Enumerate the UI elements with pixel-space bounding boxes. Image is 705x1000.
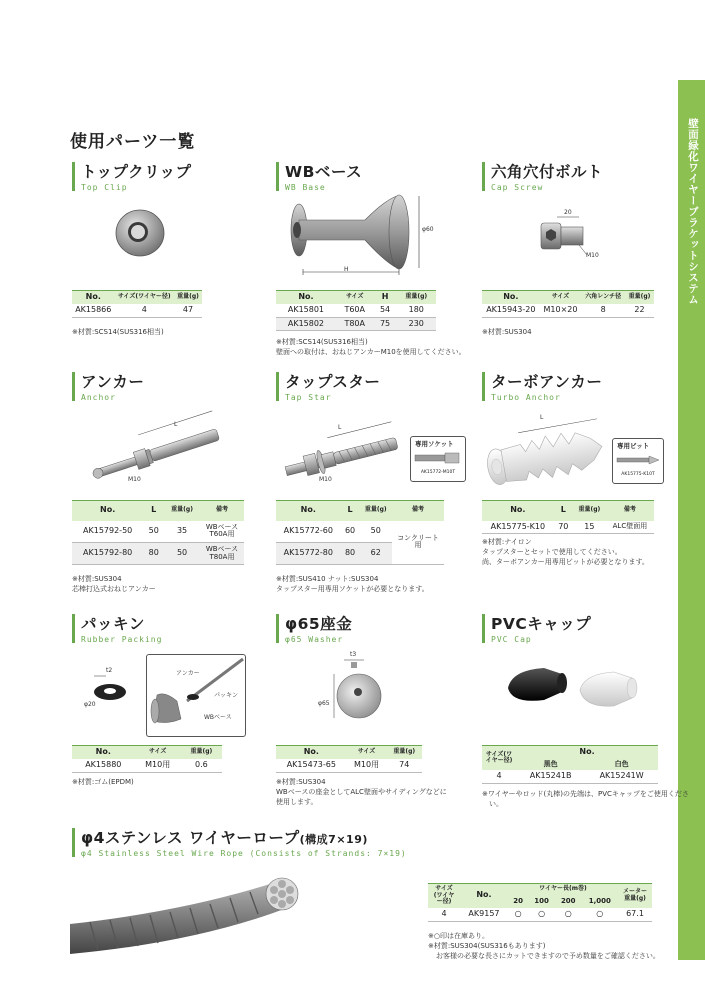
turbo-anchor-heading	[482, 370, 602, 400]
cell-no: AK15802	[276, 317, 336, 331]
wire-rope-title-suffix: (構成7×19)	[299, 833, 368, 846]
cap-screw-section	[482, 160, 603, 190]
tap-star-note-1: ※材質:SUS410 ナット:SUS304	[276, 575, 379, 583]
th-no: No.	[516, 746, 658, 759]
cell-weight: 50	[360, 521, 393, 543]
washer-table	[276, 745, 422, 773]
turbo-anchor-note-2: タップスターとセットで使用してください。	[482, 548, 622, 556]
cell-weight: 74	[386, 759, 422, 772]
wb-base-image	[285, 190, 435, 285]
side-tab-label: 壁面緑化ワイヤーブラケットシステム	[687, 118, 699, 305]
tap-star-title: タップスター	[285, 373, 381, 391]
th-length-20: 20	[508, 895, 528, 907]
turbo-anchor-image	[482, 412, 612, 492]
cell-stock-200: ○	[555, 908, 582, 921]
top-clip-note: ※材質:SCS14(SUS316相当)	[72, 328, 164, 336]
cell-l: 60	[341, 521, 360, 543]
turbo-anchor-bit-box	[612, 438, 664, 484]
socket-icon	[411, 450, 465, 466]
th-weight: 重量(g)	[573, 501, 606, 521]
cell-remark: WBベース T80A用	[200, 543, 244, 565]
cell-stock-100: ○	[528, 908, 555, 921]
packing-label-packing: パッキン	[214, 692, 238, 699]
pvc-cap-table	[482, 745, 658, 784]
cell-no: AK15473-65	[276, 759, 347, 772]
th-l: L	[143, 501, 164, 521]
washer-title: φ65座金	[285, 615, 353, 633]
th-weight: 重量(g)	[164, 501, 200, 521]
packing-table	[72, 745, 222, 773]
cell-weight: 47	[174, 304, 202, 317]
table-row	[276, 304, 436, 317]
page-title: 使用パーツ一覧	[70, 132, 196, 152]
washer-note-1: ※材質:SUS304	[276, 778, 326, 786]
cell-meter-weight: 67.1	[618, 908, 652, 921]
cell-remark: ALC壁面用	[606, 521, 654, 534]
pvc-cap-subtitle: PVC Cap	[491, 635, 532, 644]
wb-base-table	[276, 290, 436, 331]
cell-weight: 35	[164, 521, 200, 543]
cap-screw-dim-thread: M10	[586, 252, 599, 259]
washer-heading	[276, 612, 352, 642]
cell-weight: 230	[397, 317, 436, 331]
washer-dim-t: t3	[350, 651, 357, 658]
wire-rope-title: φ4ステンレス ワイヤーロープ	[81, 829, 300, 847]
turbo-anchor-table	[482, 500, 654, 534]
anchor-dim-m: M10	[128, 476, 141, 483]
packing-dim-d: φ20	[84, 701, 96, 708]
th-h: H	[374, 291, 397, 304]
th-white: 白色	[585, 759, 658, 771]
pvc-cap-section	[482, 612, 591, 642]
cell-no: AK15801	[276, 304, 336, 317]
table-row	[276, 759, 422, 772]
cap-screw-dim-length: 20	[564, 209, 572, 216]
th-weight: 重量(g)	[386, 746, 422, 759]
wire-rope-note-1: ※○印は在庫あり。	[428, 932, 489, 940]
table-row	[482, 521, 654, 534]
table-row	[72, 521, 244, 543]
th-l: L	[554, 501, 573, 521]
table-row	[482, 304, 654, 317]
cell-remark: WBベース T60A用	[200, 521, 244, 543]
washer-subtitle: φ65 Washer	[285, 635, 344, 644]
tap-star-section	[276, 370, 380, 400]
wb-base-section	[276, 160, 362, 190]
cap-screw-heading	[482, 160, 603, 190]
tap-star-note-2: タップスター用専用ソケットが必要となります。	[276, 585, 429, 593]
th-remark: 備考	[200, 501, 244, 521]
cell-weight: 0.6	[181, 759, 222, 772]
cell-no: AK15775-K10	[482, 521, 554, 534]
th-weight: 重量(g)	[360, 501, 393, 521]
packing-label-base: WBベース	[204, 714, 232, 721]
wb-base-note-2: 壁面への取付は、おねじアンカーM10を使用してください。	[276, 348, 466, 356]
cell-size: T60A	[336, 304, 374, 317]
wire-rope-title-line	[81, 826, 407, 848]
turbo-anchor-subtitle: Turbo Anchor	[491, 393, 561, 402]
cell-no: AK9157	[460, 908, 508, 921]
wire-rope-subtitle: φ4 Stainless Steel Wire Rope (Consists of Strands: 7×19)	[81, 849, 407, 858]
turbo-anchor-note-1: ※材質:ナイロン	[482, 538, 532, 546]
cell-stock-20: ○	[508, 908, 528, 921]
wb-base-subtitle: WB Base	[285, 183, 326, 192]
th-size: サイズ(ワイヤー径)	[428, 884, 460, 908]
tap-star-dim-m: M10	[319, 476, 332, 483]
cell-weight: 15	[573, 521, 606, 534]
cell-black: AK15241B	[516, 770, 585, 783]
th-weight: 重量(g)	[625, 291, 654, 304]
packing-note: ※材質:ゴム(EPDM)	[72, 778, 134, 786]
tap-star-subtitle: Tap Star	[285, 393, 332, 402]
cell-size: 4	[428, 908, 460, 921]
cell-size: M10用	[347, 759, 387, 772]
turbo-anchor-title: ターボアンカー	[491, 373, 603, 391]
tap-star-heading	[276, 370, 380, 400]
socket-title: 専用ソケット	[415, 440, 454, 448]
cell-wrench: 8	[581, 304, 625, 317]
th-black: 黒色	[516, 759, 585, 771]
turbo-anchor-note-3: 尚、ターボアンカー用専用ビットが必要となります。	[482, 558, 649, 566]
table-row	[276, 521, 444, 543]
th-size: サイズ	[540, 291, 582, 304]
wire-rope-note-3: お客様の必要な長さにカットできますので予め数量をご確認ください。	[436, 952, 660, 960]
th-no: No.	[460, 884, 508, 908]
tap-star-image	[280, 420, 410, 490]
table-row	[482, 770, 658, 783]
th-no: No.	[72, 291, 115, 304]
tap-star-socket-box	[410, 436, 466, 482]
bit-code: AK15775-K10T	[621, 472, 655, 477]
table-row	[72, 759, 222, 772]
th-no: No.	[276, 501, 341, 521]
table-row	[276, 317, 436, 331]
washer-section	[276, 612, 352, 642]
washer-note-3: 使用します。	[276, 798, 318, 806]
cell-h: 75	[374, 317, 397, 331]
anchor-note-1: ※材質:SUS304	[72, 575, 122, 583]
anchor-table	[72, 500, 244, 565]
cell-weight: 62	[360, 543, 393, 565]
th-no: No.	[72, 501, 143, 521]
th-size: サイズ(ワイヤー径)	[115, 291, 174, 304]
pvc-cap-heading	[482, 612, 591, 642]
th-no: No.	[482, 291, 540, 304]
top-clip-heading	[72, 160, 191, 190]
cell-l: 50	[143, 521, 164, 543]
cell-white: AK15241W	[585, 770, 658, 783]
wb-base-dim-d: φ60	[422, 226, 434, 233]
washer-image	[326, 654, 386, 724]
cell-no: AK15866	[72, 304, 115, 317]
wire-rope-note-2: ※材質:SUS304(SUS316もあります)	[428, 942, 546, 950]
tap-star-dim-l: L	[338, 424, 342, 431]
th-no: No.	[276, 746, 347, 759]
cell-size: 4	[482, 770, 516, 783]
wire-rope-heading	[72, 826, 407, 858]
th-size: サイズ	[135, 746, 181, 759]
cell-weight: 50	[164, 543, 200, 565]
washer-note-2: WBベースの座金としてALC壁面やサイディングなどに	[276, 788, 447, 796]
pvc-cap-note-2: い。	[489, 800, 503, 808]
th-length-1000: 1,000	[582, 895, 618, 907]
th-l: L	[341, 501, 360, 521]
th-meter-weight: メーター重量(g)	[618, 884, 652, 908]
packing-heading	[72, 612, 162, 642]
cell-no: AK15772-80	[276, 543, 341, 565]
cell-stock-1000: ○	[582, 908, 618, 921]
bit-icon	[613, 452, 663, 468]
cap-screw-note: ※材質:SUS304	[482, 328, 532, 336]
cell-size: M10×20	[540, 304, 582, 317]
wb-base-heading	[276, 160, 362, 190]
cell-remark: コンクリート用	[392, 521, 444, 565]
th-weight: 重量(g)	[174, 291, 202, 304]
wire-rope-table	[428, 883, 652, 922]
socket-code: AK15772-M10T	[420, 470, 456, 475]
turbo-anchor-dim-l: L	[540, 414, 544, 421]
packing-section	[72, 612, 162, 642]
th-size: サイズ	[347, 746, 387, 759]
anchor-title: アンカー	[81, 373, 145, 391]
anchor-heading	[72, 370, 144, 400]
wb-base-note-1: ※材質:SCS14(SUS316相当)	[276, 338, 368, 346]
table-row	[428, 908, 652, 921]
turbo-anchor-section	[482, 370, 602, 400]
table-row	[72, 304, 202, 317]
cell-size: T80A	[336, 317, 374, 331]
th-weight: 重量(g)	[181, 746, 222, 759]
cell-l: 80	[143, 543, 164, 565]
anchor-image	[88, 410, 238, 490]
cell-l: 80	[341, 543, 360, 565]
cell-l: 70	[554, 521, 573, 534]
cell-no: AK15943-20	[482, 304, 540, 317]
pvc-cap-image	[498, 662, 658, 710]
pvc-cap-note-1: ※ワイヤーやロッド(丸棒)の先端は、PVCキャップをご使用くださ	[482, 790, 689, 798]
anchor-dim-l: L	[174, 421, 178, 428]
cell-size: M10用	[135, 759, 181, 772]
th-size: サイズ	[336, 291, 374, 304]
th-weight: 重量(g)	[397, 291, 436, 304]
tap-star-table	[276, 500, 444, 565]
cell-weight: 22	[625, 304, 654, 317]
wb-base-title: WBベース	[285, 163, 363, 181]
th-no: No.	[482, 501, 554, 521]
top-clip-title: トップクリップ	[81, 163, 192, 181]
th-remark: 備考	[392, 501, 444, 521]
top-clip-image	[110, 205, 170, 260]
washer-dim-d: φ65	[318, 700, 330, 707]
cell-no: AK15792-80	[72, 543, 143, 565]
top-clip-subtitle: Top Clip	[81, 183, 128, 192]
cell-no: AK15792-50	[72, 521, 143, 543]
anchor-subtitle: Anchor	[81, 393, 116, 402]
top-clip-table	[72, 290, 202, 318]
th-no: No.	[276, 291, 336, 304]
cell-size: 4	[115, 304, 174, 317]
th-remark: 備考	[606, 501, 654, 521]
th-size: サイズ(ワイヤー径)	[482, 746, 516, 771]
packing-dim-t: t2	[106, 667, 113, 674]
wb-base-dim-h: H	[344, 266, 349, 273]
cell-h: 54	[374, 304, 397, 317]
th-wrench: 六角レンチ径	[581, 291, 625, 304]
packing-label-anchor: アンカー	[176, 670, 200, 677]
packing-image	[84, 670, 134, 720]
wire-rope-image	[70, 862, 300, 957]
th-length-200: 200	[555, 895, 582, 907]
cell-weight: 180	[397, 304, 436, 317]
th-length-100: 100	[528, 895, 555, 907]
top-clip-section	[72, 160, 191, 190]
anchor-note-2: 芯棒打込式おねじアンカー	[72, 585, 156, 593]
cell-no: AK15772-60	[276, 521, 341, 543]
table-row	[72, 543, 244, 565]
packing-subtitle: Rubber Packing	[81, 635, 163, 644]
bit-title: 専用ビット	[617, 442, 650, 450]
th-no: No.	[72, 746, 135, 759]
cell-no: AK15880	[72, 759, 135, 772]
cap-screw-subtitle: Cap Screw	[491, 183, 544, 192]
cap-screw-title: 六角穴付ボルト	[491, 163, 604, 181]
cap-screw-table	[482, 290, 654, 318]
anchor-section	[72, 370, 144, 400]
pvc-cap-title: PVCキャップ	[491, 615, 592, 633]
th-length: ワイヤー長(m巻)	[508, 884, 618, 896]
packing-title: パッキン	[81, 615, 145, 633]
